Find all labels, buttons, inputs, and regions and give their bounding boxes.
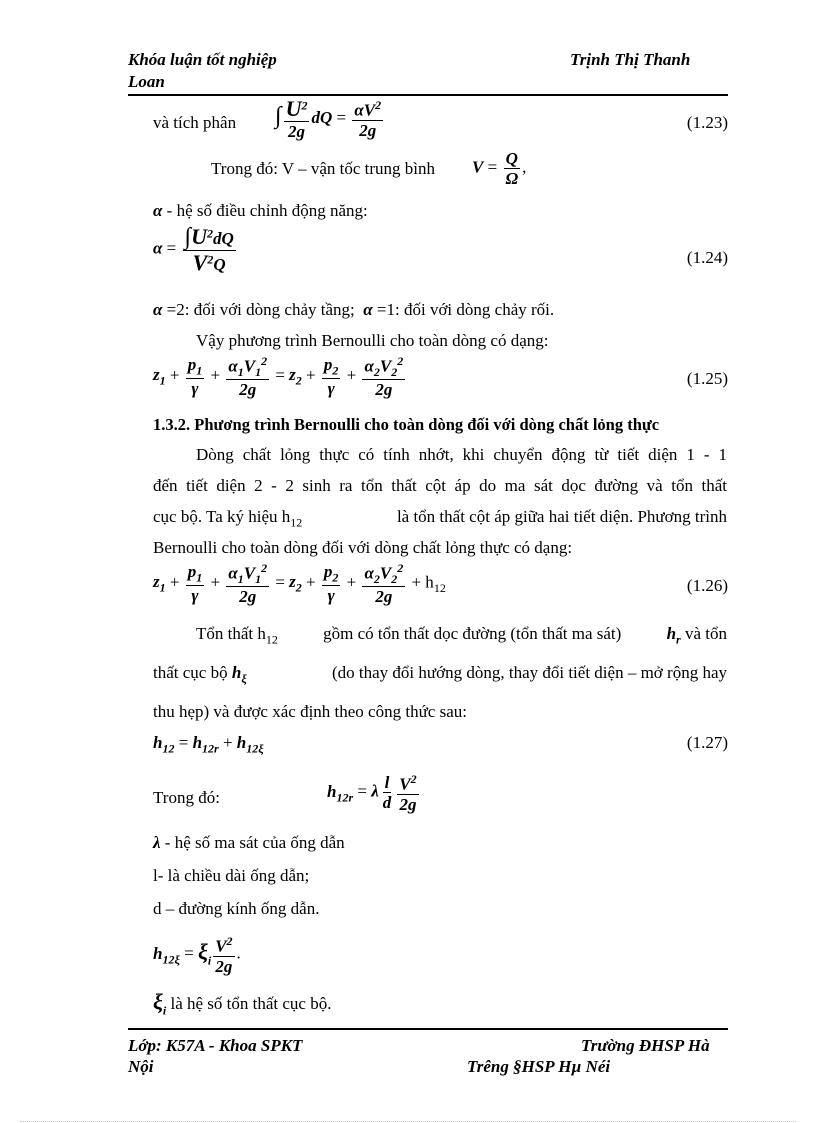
formula-1-26: $z_1$ + $\frac{p_1}{\gamma}$ + $\frac{\alpha_1V_1^2}{2g}$ = $z_2$ + $\frac{p_2}{\gamma}$ + $\frac{\alpha_2V_2^2}{2g}$ + $h_{12}$ bbox=[153, 561, 446, 607]
formula-1-23: ∫ $\frac{U^2}{2g}$ dQ = $\frac{\alpha V^2}{2g}$ bbox=[275, 96, 382, 141]
eq-number-1-23: (1.23) bbox=[686, 113, 728, 132]
para1-line2: đến tiết diện 2 - 2 sinh ra tổn thất cột áp do ma sát dọc đường và tổn thất bbox=[153, 476, 727, 495]
formula-1-24: α = $\frac{\int U^2dQ}{V^2Q}$ bbox=[153, 224, 234, 275]
header-rule bbox=[128, 94, 728, 96]
header-left-line2: Loan bbox=[128, 72, 165, 91]
para1-line3: cục bộ. Ta ký hiệu $h_{12}$ là tổn thất cột áp giữa hai tiết diện. Phương trình bbox=[153, 507, 727, 530]
alpha-values: α =2: đối với dòng chảy tầng; α =1: đối với dòng chảy rối. bbox=[153, 300, 555, 319]
para2-line2: thất cục bộ $h_\xi$ (do thay đổi hướng dòng, thay đổi tiết diện – mở rộng hay bbox=[153, 663, 727, 686]
page-bottom-dotted-rule bbox=[20, 1121, 796, 1122]
para2-line1: Tổn thất $h_{12}$ gồm có tổn thất dọc đường (tổn thất ma sát) $h_r$ và tổn bbox=[196, 624, 727, 647]
alpha-definition: α - hệ số điều chỉnh động năng: bbox=[153, 201, 368, 220]
d-definition: d – đường kính ống dẫn. bbox=[153, 899, 320, 918]
footer-right-line2: Trêng §HSP Hµ Néi bbox=[467, 1057, 611, 1076]
section-title: 1.3.2. Phương trình Bernoulli cho toàn dòng đối với dòng chất lỏng thực bbox=[153, 415, 660, 434]
formula-1-25: $z_1$ + $\frac{p_1}{\gamma}$ + $\frac{\alpha_1V_1^2}{2g}$ = $z_2$ + $\frac{p_2}{\gamma}$ + $\frac{\alpha_2V_2^2}{2g}$ bbox=[153, 354, 404, 400]
para1-line4: Bernoulli cho toàn dòng đối với dòng chất lỏng thực có dạng: bbox=[153, 538, 573, 557]
para1-line1: Dòng chất lỏng thực có tính nhớt, khi chuyển động từ tiết diện 1 - 1 bbox=[196, 445, 727, 464]
footer-left-line1: Lớp: K57A - Khoa SPKT bbox=[128, 1036, 303, 1055]
integral-intro: và tích phân bbox=[153, 113, 237, 132]
formula-h12xi: $h_{12\xi} = \xi_i$ $\frac{V^2}{2g}$ . bbox=[153, 934, 241, 976]
lambda-definition: λ - hệ số ma sát của ống dẫn bbox=[153, 833, 345, 852]
eq-number-1-26: (1.26) bbox=[686, 576, 728, 595]
bernoulli-intro: Vậy phương trình Bernoulli cho toàn dòng có dạng: bbox=[196, 331, 549, 350]
header-right: Trịnh Thị Thanh bbox=[570, 50, 691, 69]
formula-h12r: $h_{12r} = \lambda$ $\frac{l}{d}$ $\frac{V^2}{2g}$ bbox=[327, 772, 417, 814]
eq-number-1-24: (1.24) bbox=[686, 248, 728, 267]
formula-1-27: $h_{12} = h_{12r} + h_{12\xi}$ bbox=[153, 733, 264, 756]
eq-number-1-27: (1.27) bbox=[686, 733, 728, 752]
formula-v-definition: V = $\frac{Q}{\Omega}$ , bbox=[472, 149, 527, 188]
xi-definition: $\xi_i$ là hệ số tổn thất cục bộ. bbox=[153, 989, 332, 1018]
footer-left-line2: Nội bbox=[128, 1057, 154, 1076]
where2-text: Trong đó: bbox=[153, 788, 220, 807]
l-definition: l- là chiều dài ống dẫn; bbox=[153, 866, 310, 885]
para2-line3: thu hẹp) và được xác định theo công thức sau: bbox=[153, 702, 467, 721]
where-v-text: Trong đó: V – vận tốc trung bình bbox=[211, 159, 436, 178]
eq-number-1-25: (1.25) bbox=[686, 369, 728, 388]
header-left-line1: Khóa luận tốt nghiệp bbox=[128, 50, 277, 69]
footer-rule bbox=[128, 1028, 728, 1030]
footer-right-line1: Trường ĐHSP Hà bbox=[581, 1036, 710, 1055]
